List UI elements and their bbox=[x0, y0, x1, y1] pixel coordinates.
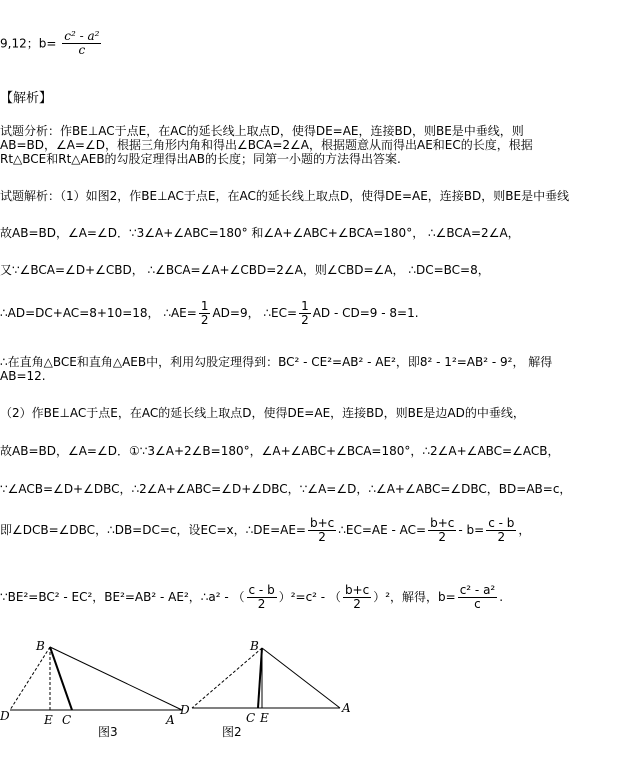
p2-l5-den-1: 2 bbox=[257, 597, 266, 611]
p1-l4-text-a: ∴AD=DC+AC=8+10=18， ∴AE= bbox=[0, 306, 197, 320]
p2-l4-text-b: ∴EC=AE - AC= bbox=[338, 523, 427, 537]
p2-l4-frac-3 bbox=[486, 517, 516, 544]
p2-l5-den-3: c bbox=[474, 597, 481, 611]
fig3-label-D: D bbox=[0, 709, 10, 723]
p1-l4-text-b: AD=9， ∴EC= bbox=[212, 306, 298, 320]
p1-l4-den-1: 2 bbox=[200, 313, 209, 327]
p1-l4-frac-2 bbox=[299, 300, 311, 327]
solution-p1-line-5: ∴在直角△BCE和直角△AEB中，利用勾股定理得到：BC² - CE²=AB² - AE²，即8² - 1²=AB² - 9²， 解得 bbox=[0, 355, 553, 369]
p2-l4-text-d: ， bbox=[518, 523, 531, 537]
p2-l4-num-2: b+c bbox=[430, 516, 455, 530]
p2-l5-text-a: ∵BE²=BC² - EC²，BE²=AB² - AE²，∴a² - （ bbox=[0, 590, 245, 604]
fig2-label-D: D bbox=[180, 703, 190, 717]
geometry-figures bbox=[0, 632, 630, 782]
answer-prefix: 9,12；b= bbox=[0, 36, 57, 51]
p1-l4-den-2: 2 bbox=[301, 313, 309, 327]
p2-l4-frac-1 bbox=[308, 517, 336, 544]
solution-p1-line-6: AB=12. bbox=[0, 369, 46, 383]
fig3-line-BA bbox=[50, 647, 182, 710]
answer-fraction bbox=[62, 30, 101, 57]
fig3-label-C: C bbox=[62, 713, 72, 727]
p2-l4-text-c: - b= bbox=[458, 523, 485, 537]
analysis-line-1: 试题分析：作BE⊥AC于点E，在AC的延长线上取点D，使得DE=AE，连接BD，则BE是中垂线，则 bbox=[0, 124, 524, 138]
fig2-line-BA bbox=[262, 648, 340, 708]
p1-l4-num-2: 1 bbox=[301, 299, 309, 313]
solution-p1-line-2: 故AB=BD，∠A=∠D．∵3∠A+∠ABC=180° 和∠A+∠ABC+∠BCA=180°， ∴∠BCA=2∠A， bbox=[0, 226, 520, 240]
p1-l4-num-1: 1 bbox=[200, 299, 209, 313]
fig3-label-A: A bbox=[166, 713, 175, 727]
solution-p2-line-5 bbox=[0, 582, 503, 612]
p2-l4-den-2: 2 bbox=[438, 530, 447, 544]
fig2-line-BD bbox=[192, 648, 262, 708]
p2-l5-text-b: ）²=c² - （ bbox=[278, 590, 341, 604]
p2-l5-num-3: c² - a² bbox=[459, 583, 496, 597]
p2-l5-text-c: ）²，解得，b= bbox=[373, 590, 456, 604]
fig2-label-C: C bbox=[246, 711, 256, 725]
p2-l5-frac-1 bbox=[247, 584, 277, 611]
solution-p2-line-3: ∵∠ACB=∠D+∠DBC，∴2∠A+∠ABC=∠D+∠DBC，∵∠A=∠D，∴∠A+∠ABC=∠DBC，BD=AB=c， bbox=[0, 482, 572, 496]
fig3-label-E: E bbox=[44, 713, 53, 727]
fig3-caption: 图3 bbox=[98, 725, 118, 739]
p1-l4-text-c: AD - CD=9 - 8=1. bbox=[312, 306, 419, 320]
p2-l5-frac-2 bbox=[343, 584, 371, 611]
p2-l4-den-1: 2 bbox=[318, 530, 326, 544]
fig2-label-E: E bbox=[260, 711, 269, 725]
p2-l4-num-3: c - b bbox=[488, 516, 515, 530]
analysis-line-3: Rt△BCE和Rt△AEB的勾股定理得出AB的长度；同第一小题的方法得出答案. bbox=[0, 152, 401, 166]
figure-2 bbox=[179, 639, 351, 739]
p2-l5-den-2: 2 bbox=[353, 597, 361, 611]
p2-l5-num-1: c - b bbox=[248, 583, 275, 597]
fig3-line-BD bbox=[10, 647, 50, 710]
solution-p1-line-4 bbox=[0, 298, 419, 328]
section-header: 【解析】 bbox=[0, 91, 53, 106]
solution-p2-line-1: （2）作BE⊥AC于点E，在AC的延长线上取点D，使得DE=AE，连接BD，则BE是边AD的中垂线， bbox=[0, 406, 525, 420]
solution-p2-line-4 bbox=[0, 515, 530, 545]
fig2-line-BC bbox=[258, 648, 262, 708]
p2-l5-num-2: b+c bbox=[344, 583, 370, 597]
answer-line bbox=[0, 30, 103, 57]
p1-l4-frac-1 bbox=[199, 300, 211, 327]
p2-l5-frac-3 bbox=[458, 584, 498, 611]
fig2-caption: 图2 bbox=[222, 725, 242, 739]
fig3-label-B: B bbox=[36, 639, 45, 653]
solution-p2-line-2: 故AB=BD，∠A=∠D．①∵3∠A+2∠B=180°，∠A+∠ABC+∠BCA=180°，∴2∠A+∠ABC=∠ACB， bbox=[0, 444, 560, 458]
solution-p1-line-3: 又∵∠BCA=∠D+∠CBD， ∴∠BCA=∠A+∠CBD=2∠A，则∠CBD=∠A， ∴DC=BC=8， bbox=[0, 263, 490, 277]
fig2-label-A: A bbox=[342, 701, 351, 715]
p2-l5-text-d: . bbox=[499, 590, 504, 604]
p2-l4-num-1: b+c bbox=[309, 516, 335, 530]
p2-l4-frac-2 bbox=[428, 517, 456, 544]
p2-l4-den-3: 2 bbox=[497, 530, 506, 544]
analysis-line-2: AB=BD，∠A=∠D，根据三角形内角和得出∠BCA=2∠A，根据题意从而得出AE和EC的长度，根据 bbox=[0, 138, 533, 152]
p2-l4-text-a: 即∠DCB=∠DBC，∴DB=DC=c，设EC=x，∴DE=AE= bbox=[0, 523, 306, 537]
figure-3 bbox=[0, 639, 182, 739]
solution-p1-line-1: 试题解析：（1）如图2，作BE⊥AC于点E，在AC的延长线上取点D，使得DE=AE，连接BD，则BE是中垂线 bbox=[0, 189, 570, 203]
answer-numerator: c² - a² bbox=[64, 29, 100, 43]
answer-denominator: c bbox=[78, 43, 86, 57]
fig2-label-B: B bbox=[250, 639, 259, 653]
